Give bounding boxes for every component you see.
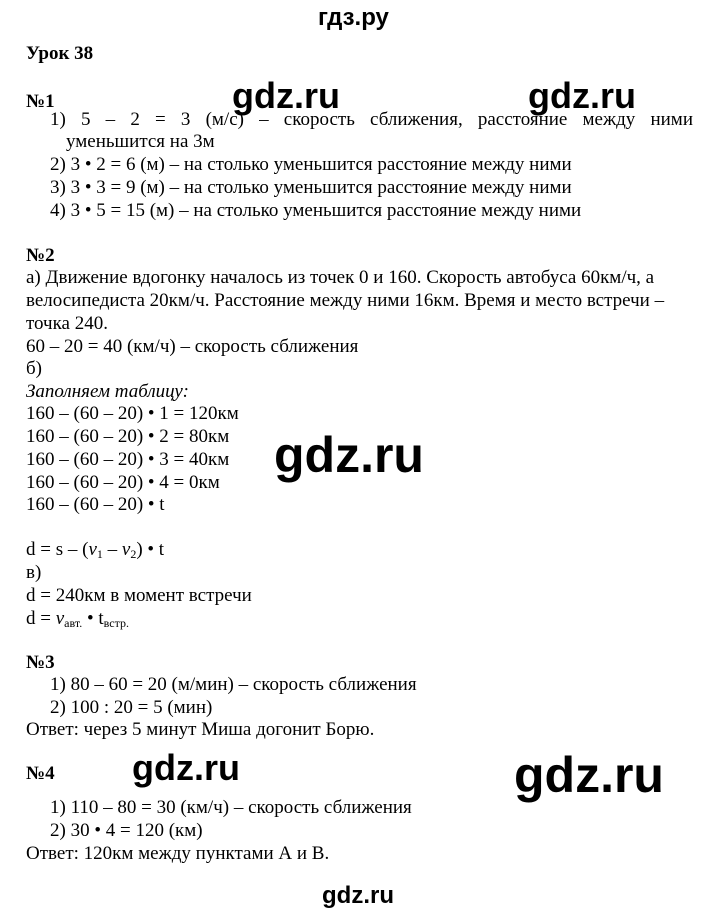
task1-line: 4) 3 • 5 = 15 (м) – на столько уменьшится расстояние между ними xyxy=(50,200,582,221)
meeting-distance: d = 240км в момент встречи xyxy=(26,585,252,606)
task4-answer: Ответ: 120км между пунктами А и В. xyxy=(26,843,330,864)
task2-line: велосипедиста 20км/ч. Расстояние между ними 16км. Время и место встречи – xyxy=(26,290,665,311)
table-caption: Заполняем таблицу: xyxy=(26,381,189,402)
site-header: гдз.ру xyxy=(318,4,389,31)
watermark: gdz.ru xyxy=(132,747,240,788)
task1-line: 3) 3 • 3 = 9 (м) – на столько уменьшится расстояние между ними xyxy=(50,177,572,198)
task-number: №1 xyxy=(26,91,55,112)
table-line: 160 – (60 – 20) • t xyxy=(26,494,165,515)
watermark: gdz.ru xyxy=(232,75,340,116)
task3-answer: Ответ: через 5 минут Миша догонит Борю. xyxy=(26,719,375,740)
watermark: gdz.ru xyxy=(322,882,394,909)
task4-line: 2) 30 • 4 = 120 (км) xyxy=(50,820,203,841)
task-number: №4 xyxy=(26,763,55,784)
task2-line: б) xyxy=(26,358,42,379)
task2-line: а) Движение вдогонку началось из точек 0 и 160. Скорость автобуса 60км/ч, а xyxy=(26,267,655,288)
watermark: gdz.ru xyxy=(528,75,636,116)
watermark: gdz.ru xyxy=(514,747,664,803)
table-line: 160 – (60 – 20) • 4 = 0км xyxy=(26,472,220,493)
lesson-title: Урок 38 xyxy=(26,43,94,64)
table-line: 160 – (60 – 20) • 2 = 80км xyxy=(26,426,230,447)
task3-line: 1) 80 – 60 = 20 (м/мин) – скорость сближения xyxy=(50,674,417,695)
table-line: 160 – (60 – 20) • 1 = 120км xyxy=(26,403,239,424)
task-number: №2 xyxy=(26,245,55,266)
task3-line: 2) 100 : 20 = 5 (мин) xyxy=(50,697,213,718)
table-line: 160 – (60 – 20) • 3 = 40км xyxy=(26,449,230,470)
task2-line: 60 – 20 = 40 (км/ч) – скорость сближения xyxy=(26,336,359,357)
task2-line: точка 240. xyxy=(26,313,108,334)
watermark: gdz.ru xyxy=(274,427,424,483)
task1-line: 1) 5 – 2 = 3 (м/с) – скорость сближения, расстояние между ними xyxy=(50,109,693,130)
formula-distance: $d = s - (v_1 - v_2)$ • t xyxy=(26,539,165,561)
part-label: в) xyxy=(26,562,42,583)
formula-meeting: $d = v_{авт.}$ • $t_{встр.}$ xyxy=(26,608,129,630)
task1-line: уменьшится на 3м xyxy=(66,131,215,152)
task-number: №3 xyxy=(26,652,55,673)
task1-line: 2) 3 • 2 = 6 (м) – на столько уменьшится расстояние между ними xyxy=(50,154,572,175)
task4-line: 1) 110 – 80 = 30 (км/ч) – скорость сближения xyxy=(50,797,412,818)
